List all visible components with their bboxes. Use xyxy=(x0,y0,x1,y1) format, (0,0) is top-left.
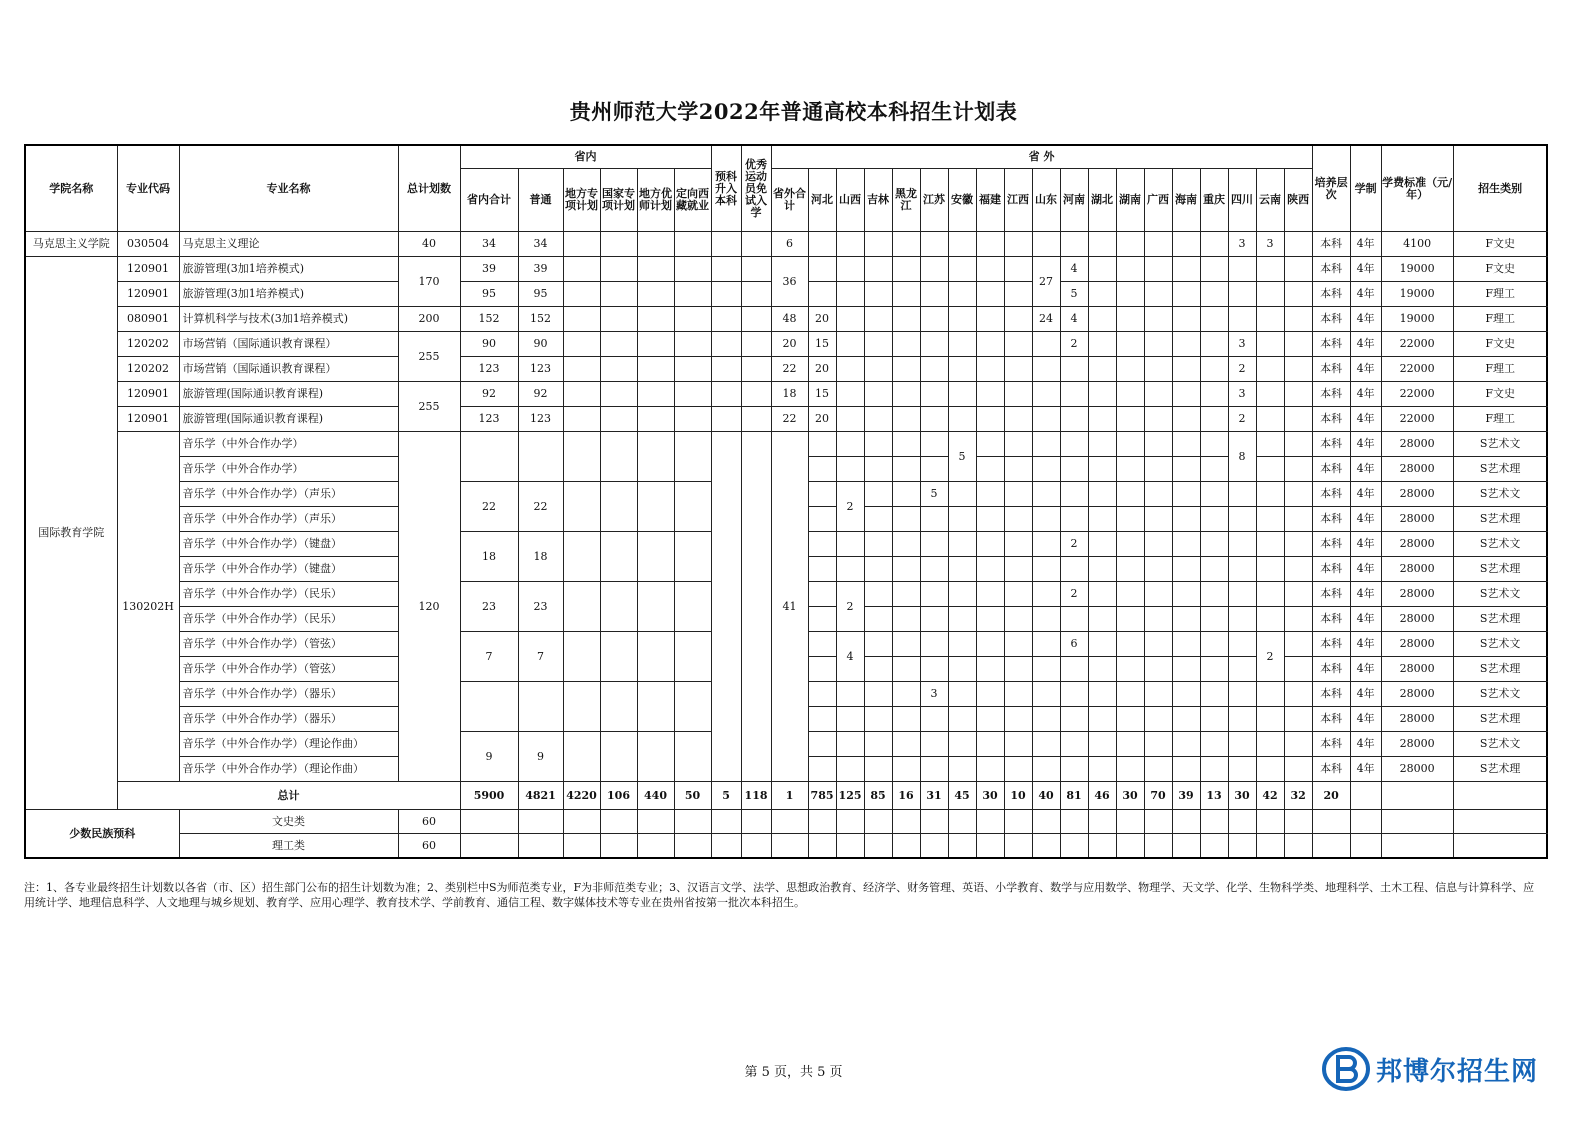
total-province: 46 xyxy=(1088,782,1116,810)
major-name: 音乐学（中外合作办学）（器乐） xyxy=(179,707,398,732)
footnote: 注：1、各专业最终招生计划数以各省（市、区）招生部门公布的招生计划数为准；2、类别栏中S为师范类专业，F为非师范类专业；3、汉语言文学、法学、思想政治教育、经济学、财务管理、英语、小学教育、数学与应用数学、物理学、天文学、化学、生物科学类、地理科学、土木工程、信息与计算科学、应用统计学、地理信息科学、人文地理与城乡规划、教育学、应用心理学、教育技术学、学前教育、通信工程、数字媒体技术等专业在贵州省按第一批次本科招生。 xyxy=(24,881,1535,909)
total-province: 125 xyxy=(836,782,864,810)
major-code: 120901 xyxy=(117,407,179,432)
total-tibet: 5 xyxy=(711,782,741,810)
major-name: 音乐学（中外合作办学）（民乐） xyxy=(179,582,398,607)
fee: 28000 xyxy=(1381,707,1453,732)
header-province: 江苏 xyxy=(920,169,948,232)
total-province: 10 xyxy=(1004,782,1032,810)
general: 22 xyxy=(518,482,563,532)
major-name: 旅游管理(3加1培养模式) xyxy=(179,257,398,282)
cell-henan: 4 xyxy=(1060,307,1088,332)
level: 本科 xyxy=(1312,407,1350,432)
level: 本科 xyxy=(1312,332,1350,357)
header-general: 普通 xyxy=(518,169,563,232)
out-total: 22 xyxy=(771,407,808,432)
category: S艺术文 xyxy=(1453,632,1547,657)
major-code: 120901 xyxy=(117,382,179,407)
total-province: 30 xyxy=(1228,782,1256,810)
general: 90 xyxy=(518,332,563,357)
major-code: 080901 xyxy=(117,307,179,332)
major-name: 音乐学（中外合作办学）（管弦） xyxy=(179,632,398,657)
total-province: 16 xyxy=(892,782,920,810)
total-plan: 255 xyxy=(398,332,460,382)
header-province: 湖北 xyxy=(1088,169,1116,232)
cell-henan: 5 xyxy=(1060,282,1088,307)
total-plan: 255 xyxy=(398,382,460,432)
category: F理工 xyxy=(1453,282,1547,307)
years: 4年 xyxy=(1350,232,1381,257)
fee: 28000 xyxy=(1381,482,1453,507)
category: F文史 xyxy=(1453,332,1547,357)
category: S艺术文 xyxy=(1453,682,1547,707)
years: 4年 xyxy=(1350,432,1381,457)
level: 本科 xyxy=(1312,382,1350,407)
total-province: 70 xyxy=(1144,782,1172,810)
general: 34 xyxy=(518,232,563,257)
total-province: 42 xyxy=(1256,782,1284,810)
years: 4年 xyxy=(1350,407,1381,432)
cell-shandong: 27 xyxy=(1032,257,1060,307)
level: 本科 xyxy=(1312,257,1350,282)
total-province: 30 xyxy=(1116,782,1144,810)
years: 4年 xyxy=(1350,482,1381,507)
years: 4年 xyxy=(1350,657,1381,682)
header-province: 广西 xyxy=(1144,169,1172,232)
header-tibet: 定向西藏就业 xyxy=(674,169,711,232)
in-total: 95 xyxy=(460,282,518,307)
header-province: 云南 xyxy=(1256,169,1284,232)
header-province: 江西 xyxy=(1004,169,1032,232)
category: F文史 xyxy=(1453,257,1547,282)
cell-sichuan: 3 xyxy=(1228,232,1256,257)
header-province: 湖南 xyxy=(1116,169,1144,232)
cell-hebei: 20 xyxy=(808,407,836,432)
table-row xyxy=(25,307,1547,332)
cell-hebei: 15 xyxy=(808,332,836,357)
category: F文史 xyxy=(1453,232,1547,257)
cell-henan: 6 xyxy=(1060,632,1088,657)
total-in-total: 4821 xyxy=(518,782,563,810)
in-total: 9 xyxy=(460,732,518,782)
minority-row xyxy=(25,810,1547,834)
major-name: 音乐学（中外合作办学）（管弦） xyxy=(179,657,398,682)
major-code: 120202 xyxy=(117,357,179,382)
category: S艺术文 xyxy=(1453,432,1547,457)
header-in-province: 省内 xyxy=(460,145,711,169)
total-province: 45 xyxy=(948,782,976,810)
cell-sichuan: 2 xyxy=(1228,357,1256,382)
in-total: 90 xyxy=(460,332,518,357)
total-local-special: 106 xyxy=(600,782,637,810)
cell-shandong: 24 xyxy=(1032,307,1060,332)
fee: 22000 xyxy=(1381,332,1453,357)
cell-anhui: 5 xyxy=(948,432,976,482)
college-name: 国际教育学院 xyxy=(25,257,117,810)
category: S艺术理 xyxy=(1453,457,1547,482)
header-province: 吉林 xyxy=(864,169,892,232)
header-province: 四川 xyxy=(1228,169,1256,232)
major-name: 马克思主义理论 xyxy=(179,232,398,257)
category: S艺术理 xyxy=(1453,507,1547,532)
level: 本科 xyxy=(1312,357,1350,382)
watermark-logo-icon xyxy=(1322,1045,1370,1093)
category: S艺术文 xyxy=(1453,582,1547,607)
total-province: 20 xyxy=(1312,782,1350,810)
total-athlete: 1 xyxy=(771,782,808,810)
header-prep: 预科升入本科 xyxy=(711,145,741,232)
fee: 28000 xyxy=(1381,607,1453,632)
level: 本科 xyxy=(1312,632,1350,657)
header-athlete: 优秀运动员免试入学 xyxy=(741,145,771,232)
minority-arts: 文史类 xyxy=(179,810,398,834)
header-out-total: 省外合计 xyxy=(771,169,808,232)
header-years: 学制 xyxy=(1350,145,1381,232)
table-row xyxy=(25,407,1547,432)
level: 本科 xyxy=(1312,657,1350,682)
total-general: 4220 xyxy=(563,782,600,810)
major-name: 音乐学（中外合作办学）（声乐） xyxy=(179,507,398,532)
level: 本科 xyxy=(1312,532,1350,557)
total-province: 30 xyxy=(976,782,1004,810)
fee: 22000 xyxy=(1381,357,1453,382)
major-name: 音乐学（中外合作办学）（键盘） xyxy=(179,557,398,582)
general: 123 xyxy=(518,407,563,432)
category: F理工 xyxy=(1453,357,1547,382)
major-name: 旅游管理(国际通识教育课程) xyxy=(179,407,398,432)
table-row xyxy=(25,332,1547,357)
header-province: 黑龙江 xyxy=(892,169,920,232)
general: 23 xyxy=(518,582,563,632)
total-plan: 200 xyxy=(398,307,460,332)
major-name: 音乐学（中外合作办学）（键盘） xyxy=(179,532,398,557)
minority-science: 理工类 xyxy=(179,834,398,859)
cell-sichuan: 3 xyxy=(1228,382,1256,407)
major-name: 旅游管理(国际通识教育课程) xyxy=(179,382,398,407)
header-local-excellent: 地方优师计划 xyxy=(637,169,674,232)
header-province: 山东 xyxy=(1032,169,1060,232)
years: 4年 xyxy=(1350,607,1381,632)
total-province: 31 xyxy=(920,782,948,810)
fee: 28000 xyxy=(1381,457,1453,482)
table-row xyxy=(25,432,1547,457)
category: S艺术理 xyxy=(1453,607,1547,632)
total-national-special: 440 xyxy=(637,782,674,810)
major-code: 130202H xyxy=(117,432,179,782)
out-total: 18 xyxy=(771,382,808,407)
in-total: 92 xyxy=(460,382,518,407)
years: 4年 xyxy=(1350,507,1381,532)
years: 4年 xyxy=(1350,682,1381,707)
header-out-province: 省 外 xyxy=(771,145,1312,169)
total-province: 40 xyxy=(1032,782,1060,810)
years: 4年 xyxy=(1350,357,1381,382)
cell-jiangsu: 5 xyxy=(920,482,948,507)
total-plan: 120 xyxy=(398,432,460,782)
level: 本科 xyxy=(1312,582,1350,607)
cell-sichuan: 8 xyxy=(1228,432,1256,482)
table-row xyxy=(25,382,1547,407)
header-province: 海南 xyxy=(1172,169,1200,232)
category: S艺术理 xyxy=(1453,657,1547,682)
header-code: 专业代码 xyxy=(117,145,179,232)
header-category: 招生类别 xyxy=(1453,145,1547,232)
out-total: 22 xyxy=(771,357,808,382)
level: 本科 xyxy=(1312,307,1350,332)
major-name: 计算机科学与技术(3加1培养模式) xyxy=(179,307,398,332)
level: 本科 xyxy=(1312,282,1350,307)
table-row xyxy=(25,357,1547,382)
total-plan: 40 xyxy=(398,232,460,257)
fee: 4100 xyxy=(1381,232,1453,257)
major-code: 030504 xyxy=(117,232,179,257)
level: 本科 xyxy=(1312,507,1350,532)
major-code: 120202 xyxy=(117,332,179,357)
header-fee: 学费标准（元/年） xyxy=(1381,145,1453,232)
years: 4年 xyxy=(1350,457,1381,482)
minority-row xyxy=(25,834,1547,859)
cell-henan: 2 xyxy=(1060,582,1088,607)
cell-henan: 2 xyxy=(1060,532,1088,557)
major-name: 音乐学（中外合作办学） xyxy=(179,457,398,482)
major-name: 旅游管理(3加1培养模式) xyxy=(179,282,398,307)
in-total: 34 xyxy=(460,232,518,257)
major-name: 市场营销（国际通识教育课程） xyxy=(179,332,398,357)
table-row xyxy=(25,257,1547,282)
cell-henan: 4 xyxy=(1060,257,1088,282)
fee: 28000 xyxy=(1381,582,1453,607)
total-prep: 118 xyxy=(741,782,771,810)
out-total: 36 xyxy=(771,257,808,307)
fee: 28000 xyxy=(1381,557,1453,582)
years: 4年 xyxy=(1350,532,1381,557)
in-total: 39 xyxy=(460,257,518,282)
cell-jiangsu: 3 xyxy=(920,682,948,707)
header-in-total: 省内合计 xyxy=(460,169,518,232)
total-province: 13 xyxy=(1200,782,1228,810)
fee: 28000 xyxy=(1381,632,1453,657)
category: S艺术文 xyxy=(1453,532,1547,557)
out-total: 48 xyxy=(771,307,808,332)
category: F文史 xyxy=(1453,382,1547,407)
major-name: 音乐学（中外合作办学） xyxy=(179,432,398,457)
level: 本科 xyxy=(1312,707,1350,732)
fee: 28000 xyxy=(1381,757,1453,782)
fee: 28000 xyxy=(1381,682,1453,707)
fee: 19000 xyxy=(1381,282,1453,307)
fee: 28000 xyxy=(1381,732,1453,757)
header-province: 河北 xyxy=(808,169,836,232)
level: 本科 xyxy=(1312,607,1350,632)
header-province: 重庆 xyxy=(1200,169,1228,232)
header-major: 专业名称 xyxy=(179,145,398,232)
level: 本科 xyxy=(1312,732,1350,757)
fee: 28000 xyxy=(1381,657,1453,682)
years: 4年 xyxy=(1350,332,1381,357)
major-name: 音乐学（中外合作办学）（理论作曲） xyxy=(179,732,398,757)
years: 4年 xyxy=(1350,632,1381,657)
in-total: 123 xyxy=(460,407,518,432)
out-total: 41 xyxy=(771,432,808,782)
cell-yunnan: 3 xyxy=(1256,232,1284,257)
watermark xyxy=(1322,1044,1538,1094)
fee: 22000 xyxy=(1381,407,1453,432)
totals-label: 总计 xyxy=(117,782,460,810)
level: 本科 xyxy=(1312,432,1350,457)
major-code: 120901 xyxy=(117,282,179,307)
level: 本科 xyxy=(1312,232,1350,257)
category: S艺术理 xyxy=(1453,757,1547,782)
minority-arts-count: 60 xyxy=(398,810,460,834)
in-total: 23 xyxy=(460,582,518,632)
college-name: 马克思主义学院 xyxy=(25,232,117,257)
cell-hebei: 20 xyxy=(808,307,836,332)
total-total-plan: 5900 xyxy=(460,782,518,810)
category: F理工 xyxy=(1453,407,1547,432)
years: 4年 xyxy=(1350,732,1381,757)
cell-sichuan: 3 xyxy=(1228,332,1256,357)
cell-henan: 2 xyxy=(1060,332,1088,357)
fee: 28000 xyxy=(1381,432,1453,457)
fee: 28000 xyxy=(1381,532,1453,557)
years: 4年 xyxy=(1350,307,1381,332)
cell-hebei: 15 xyxy=(808,382,836,407)
cell-shanxi: 4 xyxy=(836,632,864,682)
general: 9 xyxy=(518,732,563,782)
category: S艺术文 xyxy=(1453,482,1547,507)
level: 本科 xyxy=(1312,757,1350,782)
minority-science-count: 60 xyxy=(398,834,460,859)
level: 本科 xyxy=(1312,482,1350,507)
level: 本科 xyxy=(1312,557,1350,582)
total-province: 32 xyxy=(1284,782,1312,810)
cell-yunnan: 2 xyxy=(1256,632,1284,682)
major-name: 音乐学（中外合作办学）（声乐） xyxy=(179,482,398,507)
major-name: 市场营销（国际通识教育课程） xyxy=(179,357,398,382)
major-name: 音乐学（中外合作办学）（器乐） xyxy=(179,682,398,707)
fee: 28000 xyxy=(1381,507,1453,532)
category: S艺术理 xyxy=(1453,707,1547,732)
header-level: 培养层次 xyxy=(1312,145,1350,232)
header-total-plan: 总计划数 xyxy=(398,145,460,232)
in-total: 18 xyxy=(460,532,518,582)
header-national-special: 国家专项计划 xyxy=(600,169,637,232)
general: 7 xyxy=(518,632,563,682)
watermark-text: 邦博尔招生网 xyxy=(1376,1056,1539,1087)
category: S艺术理 xyxy=(1453,557,1547,582)
header-province: 福建 xyxy=(976,169,1004,232)
total-local-excellent: 50 xyxy=(674,782,711,810)
years: 4年 xyxy=(1350,282,1381,307)
general: 92 xyxy=(518,382,563,407)
category: S艺术文 xyxy=(1453,732,1547,757)
years: 4年 xyxy=(1350,557,1381,582)
enrollment-plan-table xyxy=(24,144,1548,859)
page-number: 第 5 页，共 5 页 xyxy=(744,1065,843,1080)
total-province: 81 xyxy=(1060,782,1088,810)
general: 18 xyxy=(518,532,563,582)
years: 4年 xyxy=(1350,757,1381,782)
header-province: 河南 xyxy=(1060,169,1088,232)
out-total: 20 xyxy=(771,332,808,357)
years: 4年 xyxy=(1350,257,1381,282)
total-out-total: 785 xyxy=(808,782,836,810)
category: F理工 xyxy=(1453,307,1547,332)
fee: 19000 xyxy=(1381,257,1453,282)
header-college: 学院名称 xyxy=(25,145,117,232)
cell-shanxi: 2 xyxy=(836,482,864,532)
cell-shanxi: 2 xyxy=(836,582,864,632)
cell-hebei: 20 xyxy=(808,357,836,382)
header-province: 山西 xyxy=(836,169,864,232)
in-total: 22 xyxy=(460,482,518,532)
general: 39 xyxy=(518,257,563,282)
fee: 22000 xyxy=(1381,382,1453,407)
in-total: 7 xyxy=(460,632,518,682)
page-title: 贵州师范大学2022年普通高校本科招生计划表 xyxy=(569,99,1018,124)
total-plan: 170 xyxy=(398,257,460,307)
fee: 19000 xyxy=(1381,307,1453,332)
totals-row xyxy=(25,782,1547,810)
minority-label: 少数民族预科 xyxy=(25,810,179,859)
in-total: 152 xyxy=(460,307,518,332)
general: 123 xyxy=(518,357,563,382)
major-code: 120901 xyxy=(117,257,179,282)
total-province: 85 xyxy=(864,782,892,810)
years: 4年 xyxy=(1350,382,1381,407)
major-name: 音乐学（中外合作办学）（民乐） xyxy=(179,607,398,632)
out-total: 6 xyxy=(771,232,808,257)
general: 95 xyxy=(518,282,563,307)
major-name: 音乐学（中外合作办学）（理论作曲） xyxy=(179,757,398,782)
level: 本科 xyxy=(1312,682,1350,707)
header-province: 陕西 xyxy=(1284,169,1312,232)
cell-sichuan: 2 xyxy=(1228,407,1256,432)
header-local-special: 地方专项计划 xyxy=(563,169,600,232)
table-row xyxy=(25,232,1547,257)
header-province: 安徽 xyxy=(948,169,976,232)
years: 4年 xyxy=(1350,707,1381,732)
years: 4年 xyxy=(1350,582,1381,607)
level: 本科 xyxy=(1312,457,1350,482)
total-province: 39 xyxy=(1172,782,1200,810)
in-total: 123 xyxy=(460,357,518,382)
general: 152 xyxy=(518,307,563,332)
